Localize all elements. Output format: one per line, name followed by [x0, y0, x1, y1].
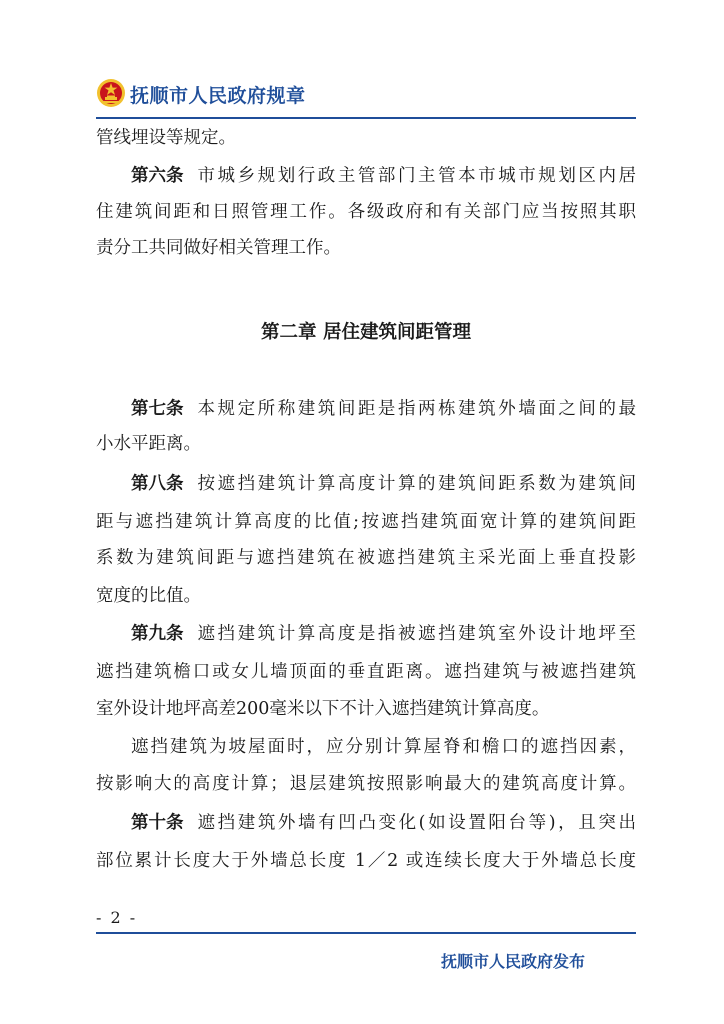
article-8-line-1 — [131, 470, 636, 498]
paragraph-line: 遮挡建筑为坡屋面时，应分别计算屋脊和檐口的遮挡因素， — [131, 737, 636, 757]
article-8-line-4: 宽度的比值。 — [96, 586, 201, 606]
footer-publisher: 抚顺市人民政府发布 — [441, 952, 586, 971]
article-9-line-1 — [131, 620, 636, 648]
chapter-title: 第二章 居住建筑间距管理 — [261, 322, 471, 343]
article-10-line-1 — [131, 809, 636, 837]
paragraph-line: 管线埋设等规定。 — [96, 128, 236, 148]
page-number: - 2 - — [96, 908, 138, 927]
header-divider — [96, 117, 636, 119]
article-7-line-1 — [131, 395, 636, 423]
article-10-line-2: 部位累计长度大于外墙总长度 1／2 或连续长度大于外墙总长度 — [96, 851, 636, 871]
header-title: 抚顺市人民政府规章 — [130, 85, 306, 107]
article-label: 第九条 — [131, 624, 184, 644]
footer-divider — [96, 932, 636, 934]
article-label: 第十条 — [131, 813, 184, 833]
article-text: 遮挡建筑外墙有凹凸变化(如设置阳台等)，且突出 — [197, 813, 636, 833]
article-text: 按遮挡建筑计算高度计算的建筑间距系数为建筑间 — [197, 474, 636, 494]
article-9-line-3: 室外设计地坪高差200毫米以下不计入遮挡建筑计算高度。 — [96, 699, 550, 719]
article-8-line-3: 系数为建筑间距与遮挡建筑在被遮挡建筑主采光面上垂直投影 — [96, 548, 636, 568]
article-text: 遮挡建筑计算高度是指被遮挡建筑室外设计地坪至 — [197, 624, 636, 644]
article-text: 市城乡规划行政主管部门主管本市城市规划区内居 — [197, 166, 636, 186]
article-text: 本规定所称建筑间距是指两栋建筑外墙面之间的最 — [197, 399, 636, 419]
article-9-line-2: 遮挡建筑檐口或女儿墙顶面的垂直距离。遮挡建筑与被遮挡建筑 — [96, 662, 636, 682]
paragraph-line: 按影响大的高度计算；退层建筑按照影响最大的建筑高度计算。 — [96, 774, 636, 794]
article-label: 第七条 — [131, 399, 184, 419]
article-6-line-1 — [131, 162, 636, 190]
article-7-line-2: 小水平距离。 — [96, 434, 201, 454]
national-emblem-icon — [96, 78, 126, 108]
article-label: 第八条 — [131, 474, 184, 494]
article-6-line-3: 责分工共同做好相关管理工作。 — [96, 238, 341, 258]
page-header — [96, 78, 636, 112]
article-label: 第六条 — [131, 166, 184, 186]
article-6-line-2: 住建筑间距和日照管理工作。各级政府和有关部门应当按照其职 — [96, 202, 636, 222]
article-8-line-2: 距与遮挡建筑计算高度的比值;按遮挡建筑面宽计算的建筑间距 — [96, 512, 636, 532]
